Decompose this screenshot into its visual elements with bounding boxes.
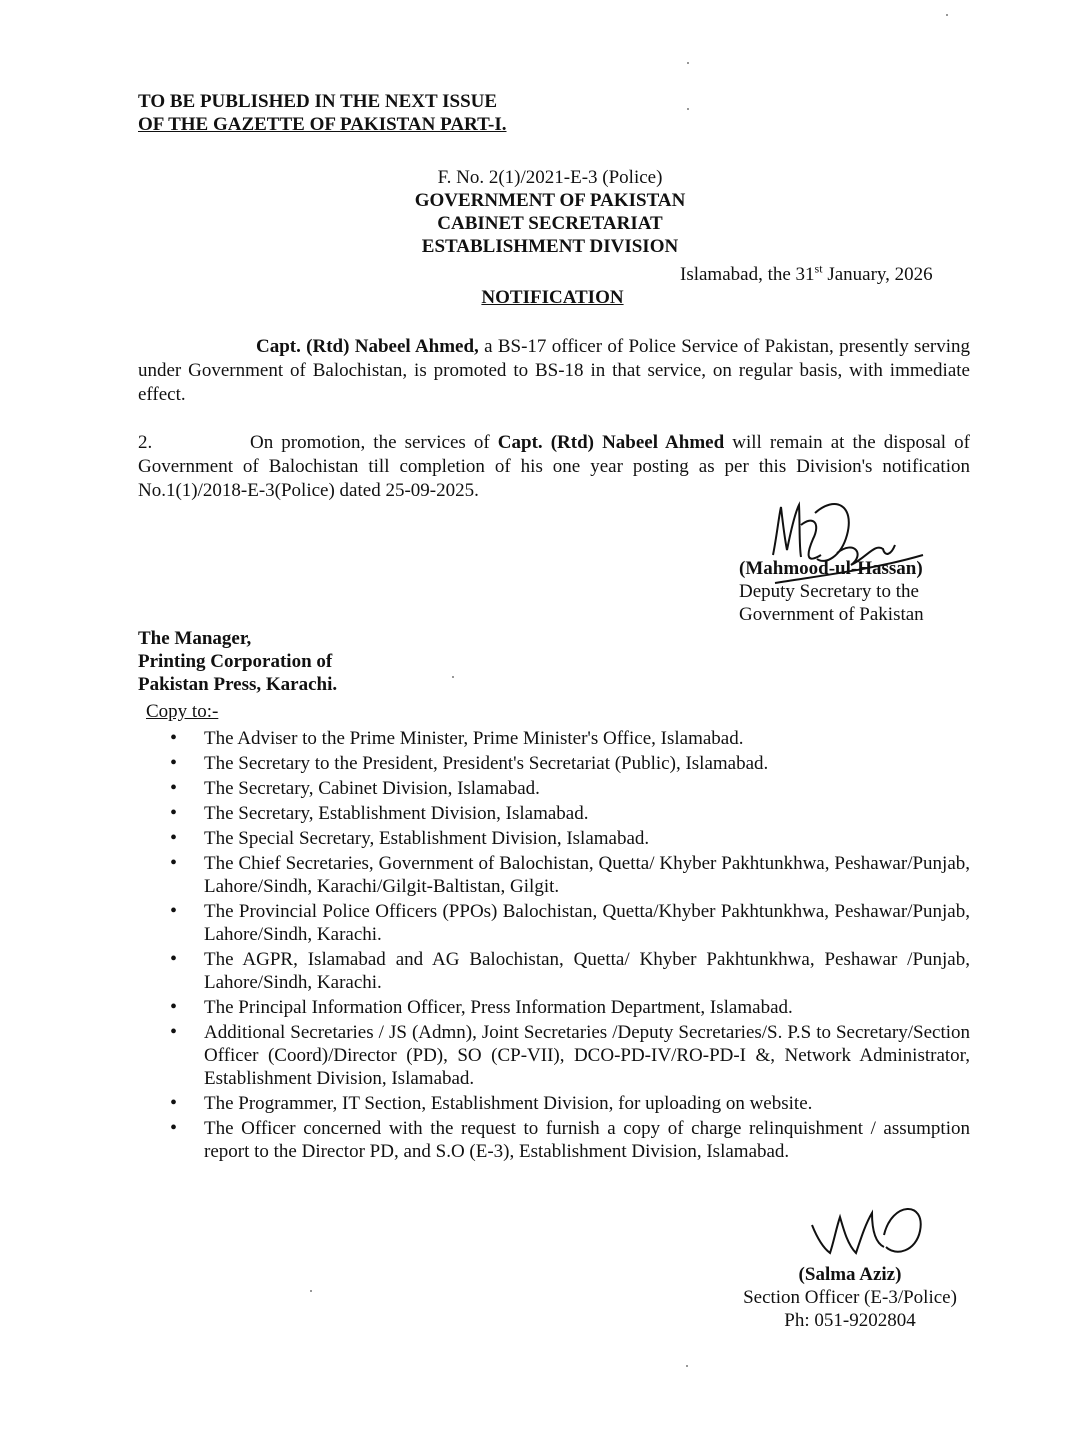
signatory-2-phone: Ph: 051-9202804 xyxy=(784,1310,916,1331)
gazette-notice xyxy=(138,90,507,136)
copy-to-item: • The Principal Information Officer, Press Information Department, Islamabad. xyxy=(170,996,970,1019)
paragraph-1: Capt. (Rtd) Nabeel Ahmed, a BS-17 officer of Police Service of Pakistan, presently serving under Government of Balochistan, is promoted to BS-18 in that service, on regular basis, with immediate effect. xyxy=(138,336,970,405)
gazette-line-1: TO BE PUBLISHED IN THE NEXT ISSUE xyxy=(138,91,498,112)
addressee-line-3: Pakistan Press, Karachi. xyxy=(138,674,338,695)
scan-speck xyxy=(452,676,454,678)
officer-name: Capt. (Rtd) Nabeel Ahmed, xyxy=(256,336,479,357)
scan-speck xyxy=(687,108,689,110)
document-header xyxy=(380,166,720,258)
division-title: ESTABLISHMENT DIVISION xyxy=(421,236,679,257)
copy-to-item: • The Officer concerned with the request to furnish a copy of charge relinquishment / assumption report to the Director PD, and S.O (E-3), Establishment Division, Islamabad. xyxy=(170,1117,970,1163)
copy-to-item: • The Programmer, IT Section, Establishment Division, for uploading on website. xyxy=(170,1092,970,1115)
addressee-line-1: The Manager, xyxy=(138,628,252,649)
copy-to-item: • The Provincial Police Officers (PPOs) Balochistan, Quetta/Khyber Pakhtunkhwa, Peshawar/Punjab, Lahore/Sindh, Karachi. xyxy=(170,900,970,946)
signatory-2 xyxy=(720,1263,980,1332)
signatory-1-designation: Deputy Secretary to the xyxy=(739,581,919,602)
copy-to-item: • The Adviser to the Prime Minister, Prime Minister's Office, Islamabad. xyxy=(170,727,970,750)
copy-to-list xyxy=(170,727,970,1165)
notification-title: NOTIFICATION xyxy=(481,287,624,308)
signatory-1 xyxy=(737,557,924,626)
scan-speck xyxy=(310,1290,312,1292)
copy-to-item: • The Chief Secretaries, Government of Balochistan, Quetta/ Khyber Pakhtunkhwa, Peshawar/Punjab, Lahore/Sindh, Karachi/Gilgit-Baltistan, Gilgit. xyxy=(170,852,970,898)
signatory-1-name: (Mahmood-ul-Hassan) xyxy=(739,558,923,579)
paragraph-number: 2. xyxy=(138,432,153,453)
govt-title: GOVERNMENT OF PAKISTAN xyxy=(414,190,686,211)
scan-speck xyxy=(686,1365,688,1367)
officer-name-2: Capt. (Rtd) Nabeel Ahmed xyxy=(497,432,725,453)
scan-speck xyxy=(687,62,689,64)
copy-to-item: • The Secretary, Establishment Division, Islamabad. xyxy=(170,802,970,825)
gazette-line-2: OF THE GAZETTE OF PAKISTAN PART-I. xyxy=(138,114,507,135)
copy-to-label: Copy to:- xyxy=(146,701,219,722)
file-number: F. No. 2(1)/2021-E-3 (Police) xyxy=(437,167,663,188)
issue-date: Islamabad, the 31st January, 2026 xyxy=(680,261,933,285)
secretariat-title: CABINET SECRETARIAT xyxy=(437,213,663,234)
paragraph-2: 2. On promotion, the services of Capt. (Rtd) Nabeel Ahmed will remain at the disposal of Government of Balochistan till completion of his one year posting as per this Division's notification No.1(1)/2018-E-3(Police) dated 25-09-2025. xyxy=(138,432,970,501)
copy-to-item: • The AGPR, Islamabad and AG Balochistan, Quetta/ Khyber Pakhtunkhwa, Peshawar /Punjab, Lahore/Sindh, Karachi. xyxy=(170,948,970,994)
copy-to-item: • The Special Secretary, Establishment Division, Islamabad. xyxy=(170,827,970,850)
copy-to-item: • The Secretary, Cabinet Division, Islamabad. xyxy=(170,777,970,800)
copy-to-item: • Additional Secretaries / JS (Admn), Joint Secretaries /Deputy Secretaries/S. P.S to Secretary/Section Officer (Coord)/Director (PD), SO (CP-VII), DCO-PD-IV/RO-PD-I &, Network Administrator, Establishment Division, Islamabad. xyxy=(170,1021,970,1090)
addressee xyxy=(138,627,337,696)
signatory-2-designation: Section Officer (E-3/Police) xyxy=(743,1287,957,1308)
scan-speck xyxy=(946,14,948,16)
signatory-1-government: Government of Pakistan xyxy=(739,604,924,625)
signatory-2-name: (Salma Aziz) xyxy=(798,1264,902,1285)
addressee-line-2: Printing Corporation of xyxy=(138,651,333,672)
copy-to-item: • The Secretary to the President, President's Secretariat (Public), Islamabad. xyxy=(170,752,970,775)
